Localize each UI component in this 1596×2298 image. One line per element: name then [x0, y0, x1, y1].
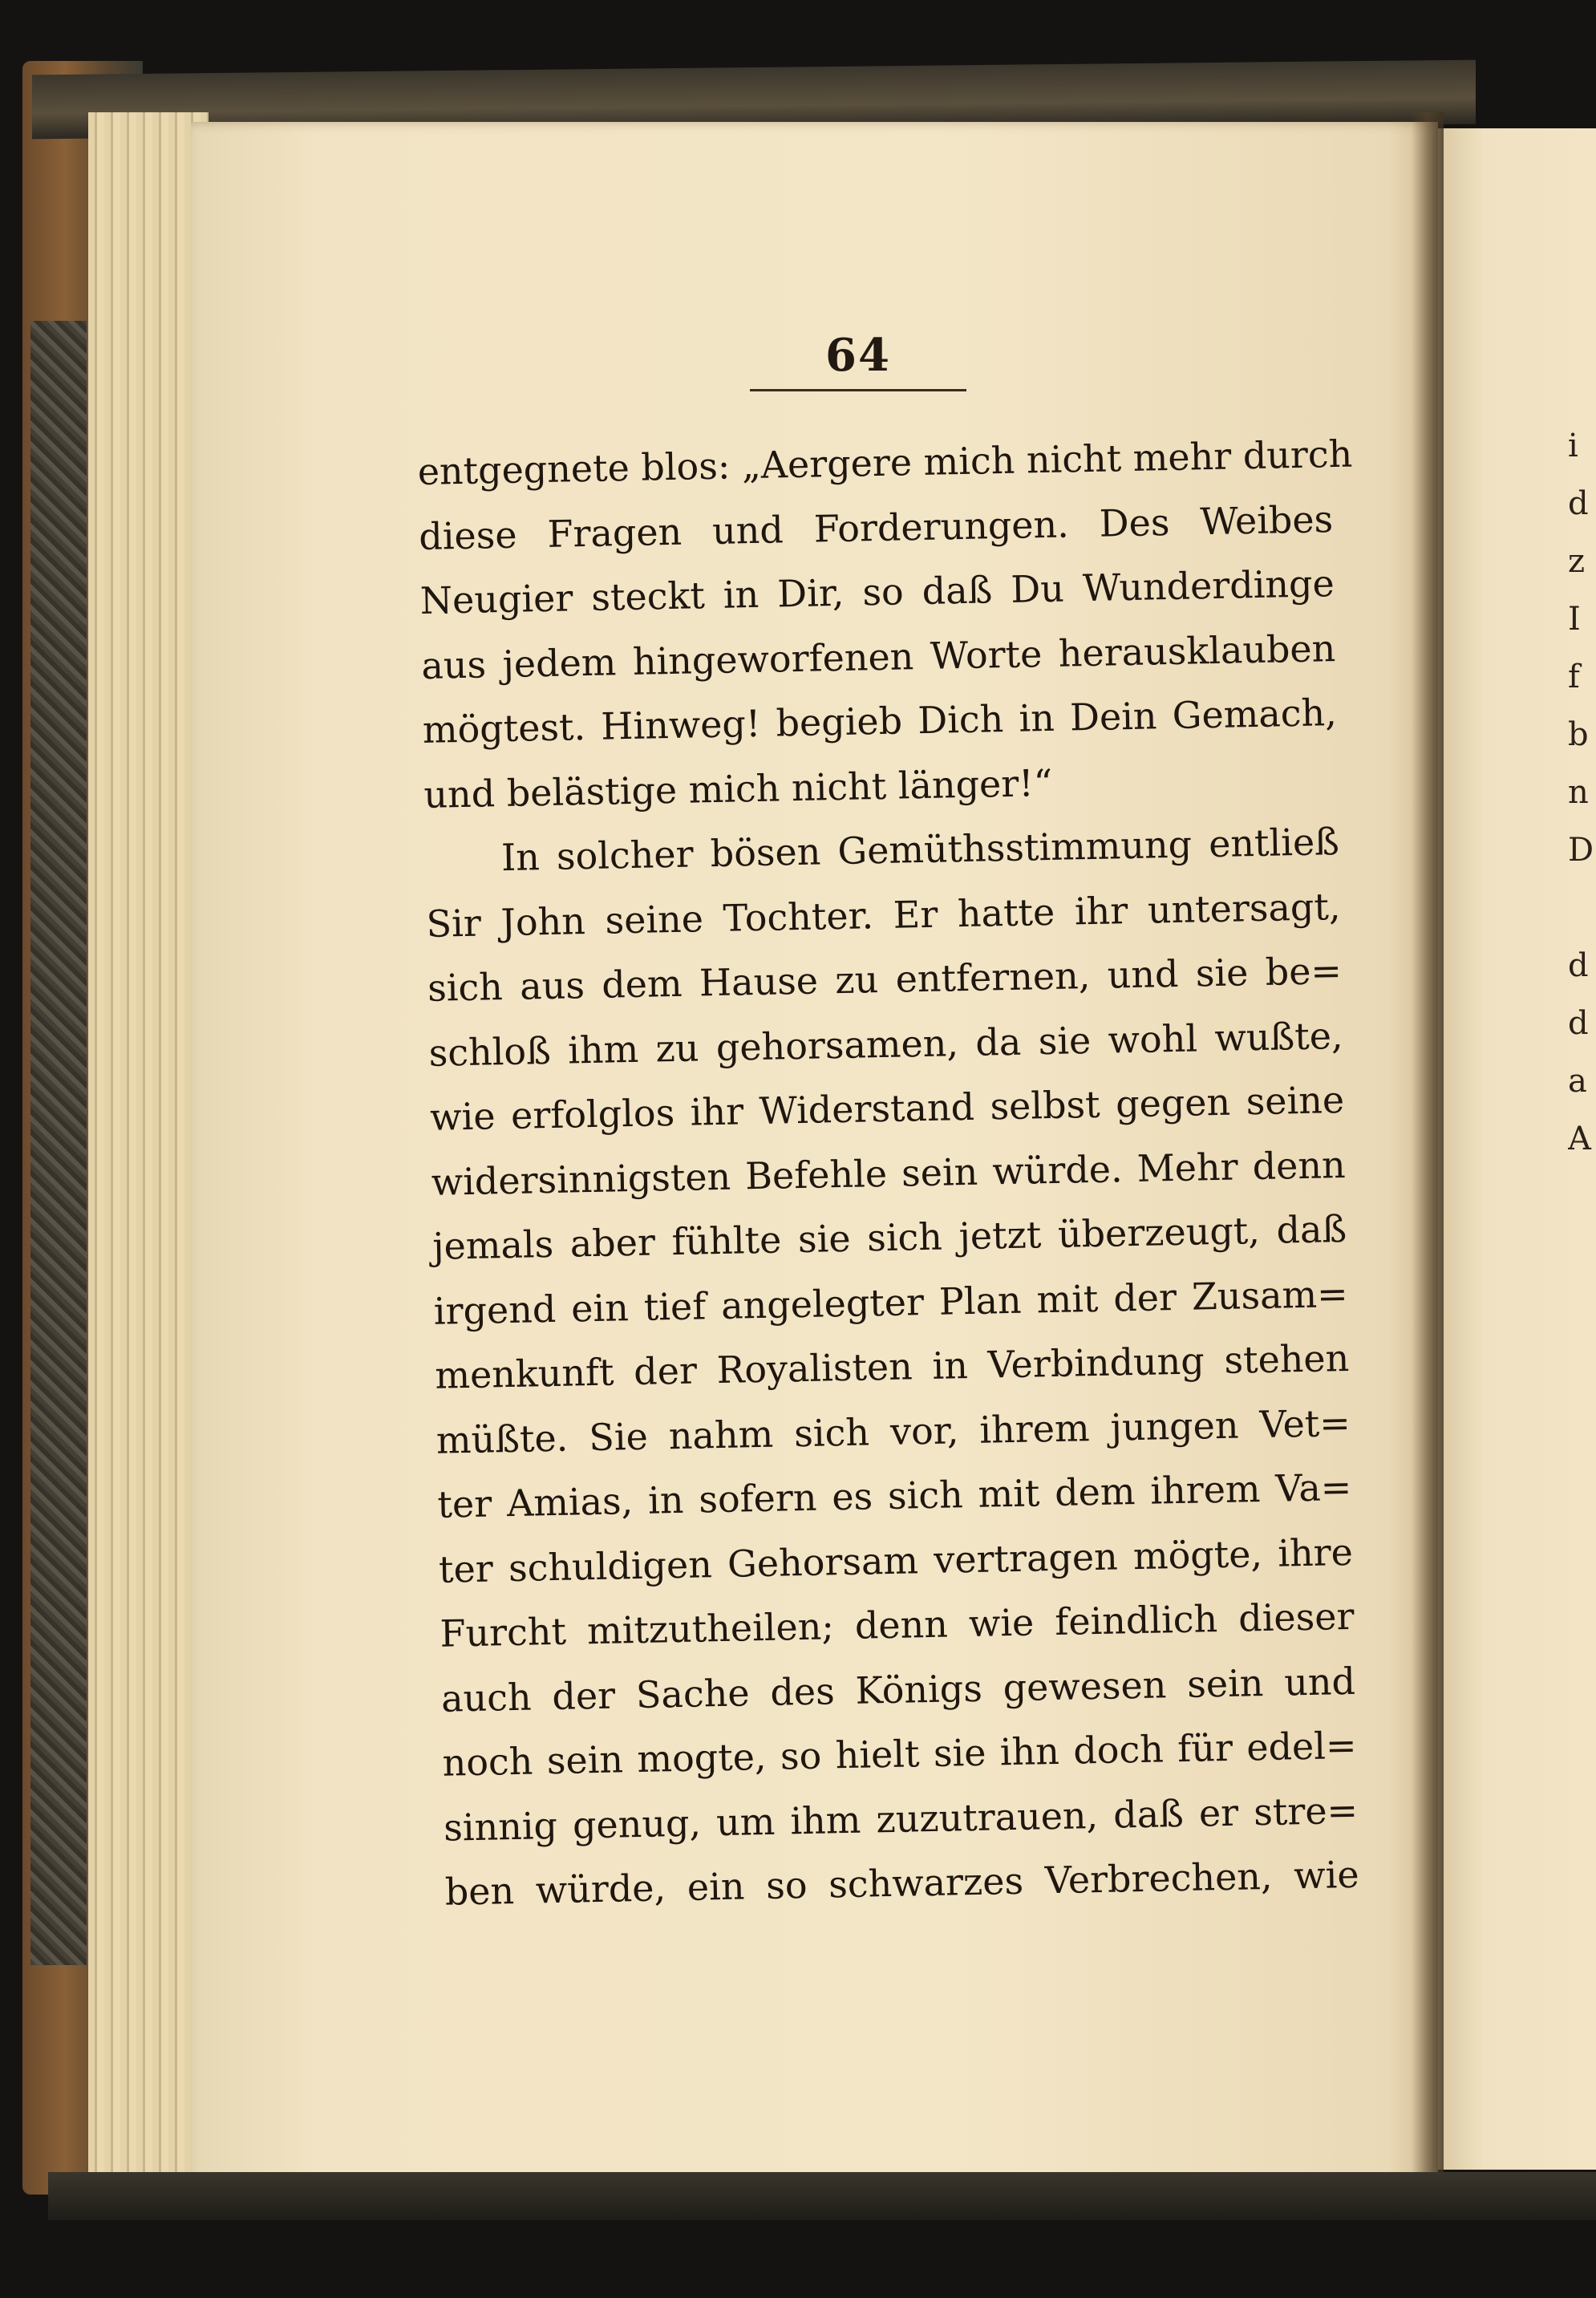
text-line: Sir John seine Tochter. Er hatte ihr untersagt,: [426, 884, 1341, 946]
text-line: In solcher bösen Gemüthsstimmung entließ: [500, 820, 1340, 880]
text-line: Neugier steckt in Dir, so daß Du Wunderdinge: [419, 561, 1335, 622]
bottom-board-edge: [48, 2172, 1596, 2220]
text-line: sich aus dem Hause zu entfernen, und sie be=: [427, 948, 1343, 1010]
text-line: mögtest. Hinweg! begieb Dich in Dein Gemach,: [422, 691, 1338, 752]
text-line: aus jedem hingeworfenen Worte herausklauben: [420, 626, 1336, 687]
text-line: jemals aber fühlte sie sich jetzt überzeugt, daß: [431, 1206, 1347, 1268]
page-body-text: [417, 422, 1359, 1924]
text-line: Furcht mitzutheilen; denn wie feindlich dieser: [440, 1594, 1355, 1656]
text-line: ben würde, ein so schwarzes Verbrechen, wie: [444, 1852, 1360, 1914]
text-line: sinnig genug, um ihm zuzutrauen, daß er stre=: [443, 1788, 1359, 1850]
page-gutter: [1412, 112, 1444, 2198]
text-line: noch sein mogte, so hielt sie ihn doch für edel=: [442, 1723, 1357, 1785]
text-line: auch der Sache des Königs gewesen sein und: [440, 1659, 1356, 1720]
page-number: 64: [825, 329, 891, 382]
text-line: wie erfolglos ihr Widerstand selbst gegen seine: [429, 1077, 1345, 1139]
text-line: irgend ein tief angelegter Plan mit der Zusam=: [433, 1271, 1349, 1333]
text-line: ter Amias, in sofern es sich mit dem ihrem Va=: [436, 1465, 1352, 1526]
binding-cloth: [30, 321, 87, 1965]
text-line: und belästige mich nicht länger!“: [423, 760, 1053, 817]
facing-page-edge-text: i d z I f b n D d d a A: [1568, 428, 1594, 1157]
text-line: schloß ihm zu gehorsamen, da sie wohl wußte,: [428, 1013, 1343, 1075]
text-line: ter schuldigen Gehorsam vertragen mögte, ihre: [438, 1530, 1354, 1591]
text-line: widersinnigsten Befehle sein würde. Mehr denn: [431, 1142, 1347, 1204]
text-line: diese Fragen und Forderungen. Des Weibes: [418, 496, 1334, 558]
page-number-rule: [750, 389, 966, 391]
text-line: entgegnete blos: „Aergere mich nicht mehr durch: [417, 432, 1353, 493]
text-line: müßte. Sie nahm sich vor, ihrem jungen Vet=: [435, 1400, 1351, 1462]
text-line: menkunft der Royalisten in Verbindung stehen: [434, 1335, 1350, 1397]
